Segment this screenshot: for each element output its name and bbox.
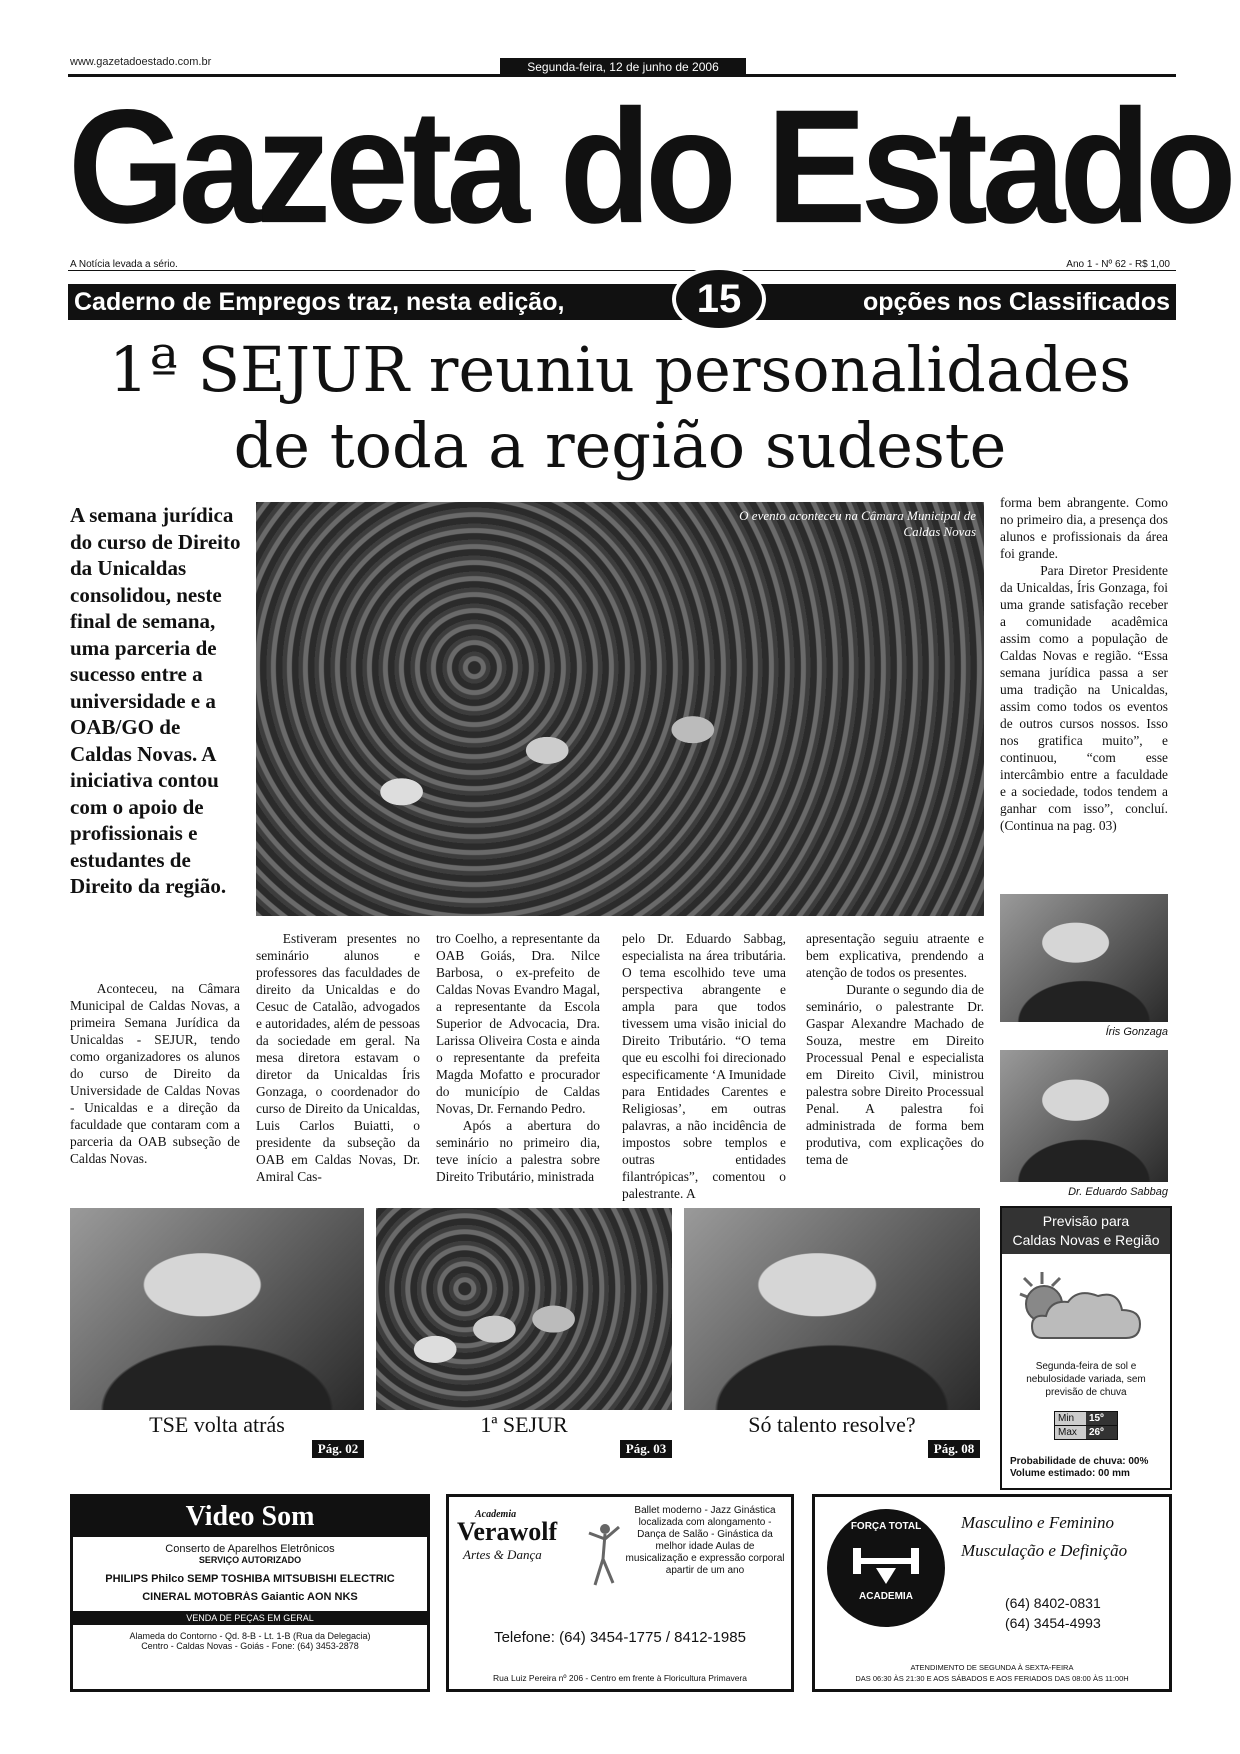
headline-line-1: 1ª SEJUR reuniu personalidades xyxy=(108,333,1132,406)
forca-total-logo xyxy=(827,1509,945,1627)
forca-total-phone-1: (64) 8402-0831 xyxy=(1005,1595,1101,1611)
forca-total-line-1: Masculino e Feminino xyxy=(961,1513,1114,1532)
forca-total-logo-bottom: ACADEMIA xyxy=(859,1591,913,1602)
column-5-part-1: apresentação seguiu atraente e bem explicativa, prendendo a atenção de todos os presentes. xyxy=(806,931,984,980)
banner-right-text: opções nos Classificados xyxy=(862,288,1170,316)
article-column-4: pelo Dr. Eduardo Sabbag, especialista na área tributária. O tema escolhido teve uma perspectiva abrangente e ampla para que todos tivessem uma visão inicial do Direito Tributário. “O tema que eu escolhi foi direcionado especificamente ‘A Imunidade para Entidades Carentes e Religiosas’, em outras palavras, a não incidência de impostos sobre templos e outras entidades filantrópicas”, comentou o palestrante. A xyxy=(622,931,786,1201)
forca-total-logo-top: FORÇA TOTAL xyxy=(850,1521,922,1532)
classifieds-banner xyxy=(68,284,1176,320)
right-column-part-2: Para Diretor Presidente da Unicaldas, Íris Gonzaga, foi uma grande satisfação receber a comunidade acadêmica assim como a população de Caldas Novas e região. “Essa semana jurídica passa a ser uma tradição na Unicaldas, assim como todos os eventos de outros cursos nossos. Isso nos gratifica muito”, e continuou, “com esse intercâmbio entre a faculdade e a sociedade, todos tendem a ganhar com isso”, concluí. (Continua na pag. 03) xyxy=(1000,563,1168,833)
ad-video-som[interactable] xyxy=(70,1494,430,1692)
video-som-service: Conserto de Aparelhos Eletrônicos xyxy=(165,1543,335,1555)
teaser-title-talento[interactable]: Só talento resolve? xyxy=(748,1412,916,1437)
teaser-page-talento[interactable]: Pág. 08 xyxy=(928,1440,980,1458)
main-headline xyxy=(40,332,1200,484)
dumbbell-icon xyxy=(851,1538,921,1588)
banner-left-text: Caderno de Empregos traz, nesta edição, xyxy=(74,288,565,316)
article-column-2: Estiveram presentes no seminário alunos e professores das faculdades de direito da Unicaldas e do Cesuc de Catalão, advogados e autoridades, além de pessoas da sociedade em geral. Na mesa diretora estavam o diretor da Unicaldas Íris Gonzaga, o coordenador do curso de Direito da Unicaldas, Luis Carlos Buiatti, o presidente da subseção da OAB em Caldas Novas, Dr. Amiral Cas- xyxy=(256,931,420,1184)
headline-line-2: de toda a região sudeste xyxy=(233,409,1007,482)
video-som-auth: SERVIÇO AUTORIZADO xyxy=(198,1555,302,1565)
forca-total-line-2: Musculação e Definição xyxy=(961,1541,1128,1560)
article-column-5 xyxy=(806,930,984,1168)
max-label: Max xyxy=(1055,1426,1086,1439)
rain-volume: Volume estimado: 00 mm xyxy=(1010,1468,1130,1479)
main-photo-caption: O evento aconteceu na Câmara Municipal de Caldas Novas xyxy=(739,508,976,539)
banner-number-badge: 15 xyxy=(672,266,766,332)
weather-box xyxy=(1000,1206,1172,1490)
video-som-brands-2: CINERAL MOTOBRÁS Gaiantic AON NKS xyxy=(142,1591,358,1603)
sun-cloud-icon xyxy=(1002,1260,1170,1360)
right-column-part-1: forma bem abrangente. Como no primeiro dia, a presença dos alunos e profissionais da área foi grande. xyxy=(1000,495,1168,561)
verawolf-phone: Telefone: (64) 3454-1775 / 8412-1985 xyxy=(494,1629,746,1646)
teaser-photo-talento[interactable] xyxy=(684,1208,980,1410)
issue-info: Ano 1 - Nº 62 - R$ 1,00 xyxy=(1066,259,1170,270)
video-som-title: Video Som xyxy=(73,1497,427,1537)
video-som-parts: VENDA DE PEÇAS EM GERAL xyxy=(73,1611,427,1625)
ad-verawolf[interactable] xyxy=(446,1494,794,1692)
teaser-page-tse[interactable]: Pág. 02 xyxy=(312,1440,364,1458)
ad-forca-total[interactable] xyxy=(812,1494,1172,1692)
rain-probability: Probabilidade de chuva: 00% xyxy=(1010,1456,1149,1467)
teaser-page-sejur[interactable]: Pág. 03 xyxy=(620,1440,672,1458)
article-right-column xyxy=(1000,494,1168,834)
temperature-table xyxy=(1054,1411,1118,1440)
slogan: A Notícia levada a sério. xyxy=(70,259,178,270)
video-som-brands-1: PHILIPS Philco SEMP TOSHIBA MITSUBISHI ELECTRIC xyxy=(105,1573,395,1585)
column-3-part-2: Após a abertura do seminário no primeiro dia, teve início a palestra sobre Direito Tributário, ministrada xyxy=(436,1118,600,1184)
dancer-icon xyxy=(585,1519,625,1589)
iris-gonzaga-caption: Íris Gonzaga xyxy=(1105,1026,1168,1038)
article-column-1: Aconteceu, na Câmara Municipal de Caldas Novas, a primeira Semana Jurídica da Unicaldas - SEJUR, tendo como organizadores os alunos do curso de Direito da Universidade de Caldas Novas - Unicaldas e a direção da faculdade que contaram com a parceria da OAB subseção de Caldas Novas. xyxy=(70,981,240,1166)
verawolf-sub: Artes & Dança xyxy=(463,1547,542,1562)
teaser-photo-tse[interactable] xyxy=(70,1208,364,1410)
weather-description: Segunda-feira de sol e nebulosidade variada, sem previsão de chuva xyxy=(1026,1361,1146,1398)
forca-total-phone-2: (64) 3454-4993 xyxy=(1005,1615,1101,1631)
eduardo-sabbag-caption: Dr. Eduardo Sabbag xyxy=(1068,1186,1168,1198)
teaser-title-sejur[interactable]: 1ª SEJUR xyxy=(480,1412,568,1437)
weather-header xyxy=(1002,1208,1170,1254)
weather-title-2: Caldas Novas e Região xyxy=(1012,1232,1160,1248)
column-5-part-2: Durante o segundo dia de seminário, o palestrante Dr. Gaspar Alexandre Machado de Souza, mestre em Direito Processual Penal e especialista em Direito Civil, ministrou palestra sobre Direito Processual Penal. A palestra foi administrada de forma bem produtiva, com explicações do tema de xyxy=(806,982,984,1167)
min-label: Min xyxy=(1055,1412,1086,1425)
teaser-photo-sejur[interactable] xyxy=(376,1208,672,1410)
verawolf-address: Rua Luiz Pereira nº 206 - Centro em frente à Floricultura Primavera xyxy=(493,1673,747,1683)
weather-title-1: Previsão para xyxy=(1042,1213,1130,1229)
teaser-title-tse[interactable]: TSE volta atrás xyxy=(149,1412,285,1437)
verawolf-small: Academia xyxy=(475,1509,517,1520)
video-som-address-1: Alameda do Contorno - Qd. 8-B - Lt. 1-B (Rua da Delegacia) xyxy=(129,1631,371,1641)
site-url: www.gazetadoestado.com.br xyxy=(70,56,212,68)
masthead-title: Gazeta do Estado xyxy=(68,75,1231,257)
column-3-part-1: tro Coelho, a representante da OAB Goiás, Dra. Nilce Barbosa, o ex-prefeito de Caldas Novas Evandro Magal, a representante da Escola Superior de Advocacia, Dra. Larissa Oliveira Costa e ainda o representante da prefeita Magda Mofatto e procurador do município de Caldas Novas, Dr. Fernando Pedro. xyxy=(436,931,600,1116)
main-event-photo xyxy=(256,502,984,916)
forca-total-hours-2: DAS 06:30 ÀS 21:30 E AOS SÁBADOS E AOS FERIADOS DAS 08:00 ÀS 11:00H xyxy=(855,1674,1129,1683)
header-rule xyxy=(68,270,1176,271)
video-som-address-2: Centro - Caldas Novas - Goiás - Fone: (64) 3453-2878 xyxy=(141,1641,359,1651)
verawolf-description: Ballet moderno - Jazz Ginástica localizada com alongamento - Dança de Salão - Ginástica da melhor idade Aulas de musicalização e expressão corporal apartir de um ano xyxy=(625,1505,785,1576)
iris-gonzaga-photo xyxy=(1000,894,1168,1022)
eduardo-sabbag-photo xyxy=(1000,1050,1168,1182)
edition-date: Segunda-feira, 12 de junho de 2006 xyxy=(500,58,746,76)
forca-total-hours-1: ATENDIMENTO DE SEGUNDA À SEXTA-FEIRA xyxy=(910,1663,1074,1672)
min-value: 15º xyxy=(1086,1412,1117,1425)
article-column-3 xyxy=(436,930,600,1185)
max-value: 26º xyxy=(1086,1426,1117,1439)
verawolf-name: Verawolf xyxy=(457,1517,558,1546)
lead-paragraph: A semana jurídica do curso de Direito da Unicaldas consolidou, neste final de semana, uma parceria de sucesso entre a universidade e a OAB/GO de Caldas Novas. A iniciativa contou com o apoio de profissionais e estudantes de Direito da região. xyxy=(70,503,241,898)
